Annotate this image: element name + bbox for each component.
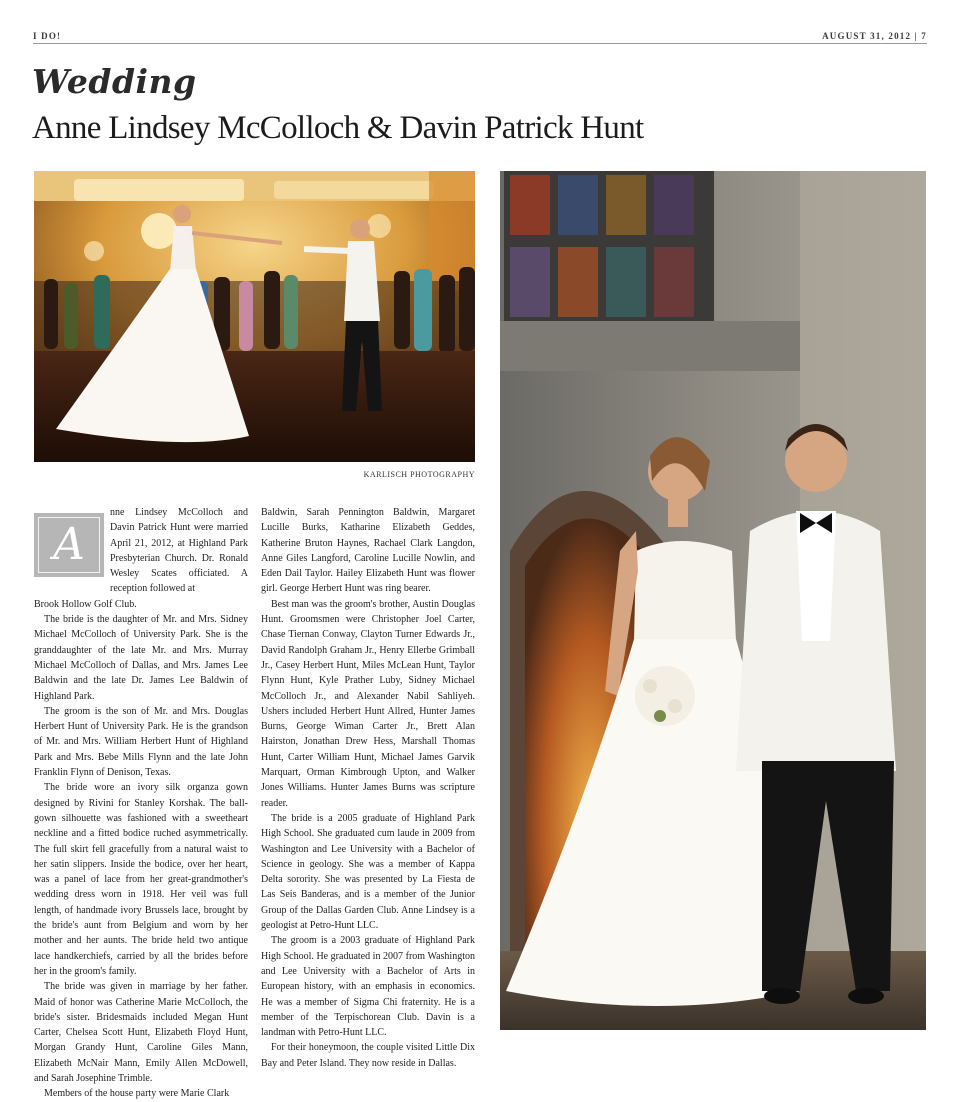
article-paragraph: For their honeymoon, the couple visited Little Dix Bay and Peter Island. They now reside in Dallas. xyxy=(261,1042,475,1069)
drop-cap-letter: A xyxy=(38,517,100,573)
article-headline: Anne Lindsey McColloch & Davin Patrick Hunt xyxy=(32,110,644,146)
couple-portrait-photo xyxy=(500,171,926,1030)
article-paragraph: The bride is a 2005 graduate of Highland Park High School. She graduated cum laude in 2009 from Washington and Lee University with a Bachelor of Science in geology. She was a member of Kappa Delta sorority. She was presented by La Fiesta de Las Seis Banderas, and is a member of the Junior Group of the Dallas Garden Club. Anne Lindsey is a geologist at Petro-Hunt LLC. xyxy=(261,812,475,932)
section-label: Wedding xyxy=(32,62,197,101)
article-paragraph: nne Lindsey McColloch and Davin Patrick Hunt were married April 21, 2012, at Highland Park Presbyterian Church. Dr. Ronald Wesley Scates officiated. A reception followed at xyxy=(110,507,248,595)
section-name: I DO! xyxy=(33,31,62,41)
article-column-1 xyxy=(34,505,248,1102)
couple-portrait-photo-image xyxy=(500,171,926,1030)
article-paragraph: The bride wore an ivory silk organza gown designed by Rivini for Stanley Korshak. The ball-gown silhouette was fashioned with a sweetheart neckline and a fitted bodice ruched asymmetrically. The full skirt fell gracefully from a natural waist to her satin slippers. Inside the bodice, over her heart, was a panel of lace from her great-grandmother's wedding dress worn in 1918. Her veil was full length, of handmade ivory Brussels lace, brought by the bride's aunt from Belgium and worn by her mother and her aunts. The bride held two antique lace handkerchiefs, carried by all the brides before her in the groom's family. xyxy=(34,782,248,977)
first-dance-photo xyxy=(34,171,475,462)
article-paragraph: Brook Hollow Golf Club. xyxy=(34,598,137,610)
article-paragraph: The groom is the son of Mr. and Mrs. Douglas Herbert Hunt of University Park. He is the grandson of Mr. and Mrs. William Herbert Hunt of Highland Park and Mrs. Bebe Mills Flynn and the late John Franklin Flynn of Denison, Texas. xyxy=(34,705,248,779)
article-paragraph: The bride was given in marriage by her father. Maid of honor was Catherine Marie McColloch, the bride's sister. Bridesmaids included Megan Hunt Carter, Chelsea Scott Hunt, Elizabeth Floyd Hunt, Morgan Grandy Hunt, Caroline Giles Mann, Elizabeth McNair Mann, Emily Allen McDowell, and Sarah Josephine Trimble. xyxy=(34,981,248,1084)
article-paragraph: Best man was the groom's brother, Austin Douglas Hunt. Groomsmen were Christopher Joel Carter, Chase Tiernan Conway, Clayton Turner Edwards Jr., David Randolph Graham Jr., Henry Ellerbe Grimball Jr., Casey Herbert Hunt, Miles McLean Hunt, Taylor Flynn Hunt, Kyle Prather Luby, Sidney Michael McColloch Jr., and Alexander Nabil Sahliyeh. Ushers included Herbert Hunt Allred, Hunter James Burns, George Wiman Carter Jr., Brett Alan Hairston, Jonathan Drew Hess, Marshall Thomas Hunt, Carter William Hunt, Michael James Garvik Marquart, Orman Kimbrough Upton, and Walker Jones Williams. Hunter James Burns was scripture reader. xyxy=(261,598,475,809)
article-paragraph: The bride is the daughter of Mr. and Mrs. Sidney Michael McColloch of University Park. She is the granddaughter of the late Mr. and Mrs. Murray Michael McColloch of Dallas, and Mrs. James Lee Baldwin and the late Dr. James Lee Baldwin of Highland Park. xyxy=(34,614,248,702)
article-paragraph: Members of the house party were Marie Clark xyxy=(44,1088,230,1100)
header-divider xyxy=(33,43,927,44)
article-paragraph: Baldwin, Sarah Pennington Baldwin, Margaret Lucille Burks, Katharine Elizabeth Geddes, Katherine Bruton Haynes, Rachael Clark Langdon, Anne Giles Langford, Caroline Lucille Nowlin, and Eden Dail Taylor. Hailey Elizabeth Hunt was flower girl. George Herbert Hunt was ring bearer. xyxy=(261,507,475,595)
first-dance-photo-image xyxy=(34,171,475,462)
article-column-2 xyxy=(261,505,475,1071)
date-and-page-number: AUGUST 31, 2012 | 7 xyxy=(822,31,927,41)
article-paragraph: The groom is a 2003 graduate of Highland Park High School. He graduated in 2007 from Washington and Lee University with a Bachelor of Arts in European history, with an emphasis in economics. He was a member of Sigma Chi fraternity. He is a member of the Terpischorean Club. Davin is a landman with Petro-Hunt LLC. xyxy=(261,935,475,1039)
photo-credit: KARLISCH PHOTOGRAPHY xyxy=(363,470,475,479)
